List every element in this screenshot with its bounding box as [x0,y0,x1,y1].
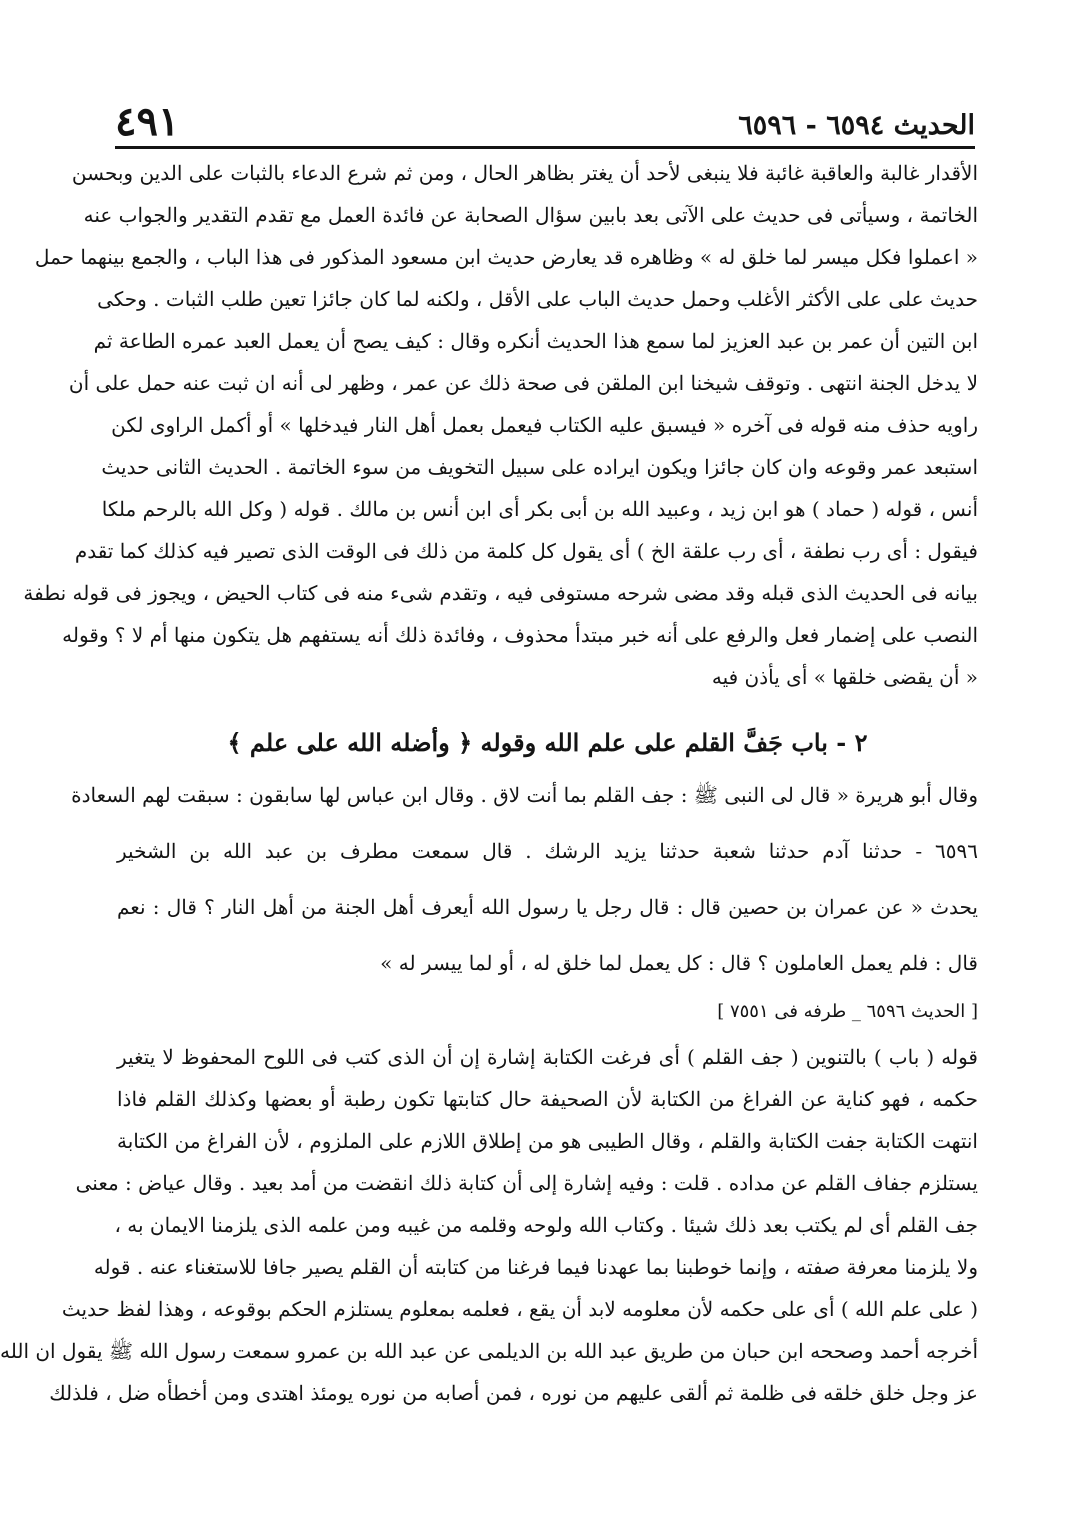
header-rule [115,146,975,149]
running-title: الحديث ٦٥٩٤ - ٦٥٩٦ [738,110,975,141]
page-number: ٤٩١ [115,98,180,145]
text-line: استبعد عمر وقوعه وان كان جائزا ويكون ايراده على سبيل التخويف من سوء الخاتمة . الحديث الثانى حديث [101,455,978,479]
chapter-heading: ٢ - باب جَفَّ القلم على علم الله وقوله ﴿ وأضله الله على علم ﴾ [227,728,868,757]
text-line: ابن التين أن عمر بن عبد العزيز لما سمع هذا الحديث أنكره وقال : كيف يصح أن يعمل العبد عمره الطاعة ثم [93,329,978,353]
text-line: « اعملوا فكل ميسر لما خلق له » وظاهره قد يعارض حديث ابن مسعود المذكور فى هذا الباب ، والجمع بينهما حمل [34,245,978,269]
hadith-matn-end: قال : فلم يعمل العاملون ؟ قال : كل يعمل لما خلق له ، أو لما ييسر له » [380,951,978,975]
text-line: الخاتمة ، وسيأتى فى حديث على الآتى بعد بابين سؤال الصحابة عن فائدة العمل مع تقدم التقدير والجواب عنه [83,203,978,227]
commentary-line: جف القلم أى لم يكتب بعد ذلك شيئا . وكتاب الله ولوحه وقلمه من غيبه ومن علمه الذى يلزمنا الايمان به ، [114,1213,978,1237]
text-line: فيقول : أى رب نطفة ، أى رب علقة الخ ) أى يقول كل كلمة من ذلك فى الوقت الذى تصير فيه كذلك كما تقدم [74,539,978,563]
commentary-line: يستلزم جفاف القلم عن مداده . قلت : وفيه إشارة إلى أن كتابة ذلك انقضت من أمد بعيد . وقال عياض : معنى [75,1171,978,1195]
text-line: راويه حذف منه قوله فى آخره « فيسبق عليه الكتاب فيعمل بعمل أهل النار فيدخلها » أو أكمل الراوى لكن [111,413,978,437]
text-line: أنس ، قوله ( حماد ) هو ابن زيد ، وعبيد الله بن أبى بكر أى ابن أنس بن مالك . قوله ( وكل الله بالرحم ملكا [101,497,978,521]
chapter-text-line: وقال أبو هريرة « قال لى النبى ﷺ : جف القلم بما أنت لاق . وقال ابن عباس لها سابقون : سبقت لهم السعادة [71,783,978,807]
text-line: بيانه فى الحديث الذى قبله وقد مضى شرحه مستوفى فيه ، وتقدم شىء منه فى كتاب الحيض ، ويجوز فى قوله نطفة [23,581,978,605]
commentary-line: أخرجه أحمد وصححه ابن حبان من طريق عبد الله بن الديلمى عن عبد الله بن عمرو سمعت رسول الله ﷺ يقول ان الله [0,1339,978,1363]
text-line: النصب على إضمار فعل والرفع على أنه خبر مبتدأ محذوف ، وفائدة ذلك أنه يستفهم هل يتكون منها أم لا ؟ وقوله [62,623,978,647]
text-line: الأقدار غالبة والعاقبة غائبة فلا ينبغى لأحد أن يغتر بظاهر الحال ، ومن ثم شرع الدعاء بالثبات على الدين وبحسن [71,161,978,185]
commentary-line: قوله ( باب ) بالتنوين ( جف القلم ) أى فرغت الكتابة إشارة إن أن الذى كتب فى اللوح المحفوظ لا يتغير [117,1045,978,1069]
commentary-line: عز وجل خلق خلقه فى ظلمة ثم ألقى عليهم من نوره ، فمن أصابه من نوره يومئذ اهتدى ومن أخطأه ضل ، فلذلك [49,1381,978,1405]
text-line: حديث على على الأكثر الأغلب وحمل حديث الباب على الأقل ، ولكنه لما كان جائزا تعين طلب الثبات . وحكى [97,287,978,311]
text-line-end: « أن يقضى خلقها » أى يأذن فيه [711,665,978,689]
page-header [115,88,975,146]
hadith-cross-reference: [ الحديث ٦٥٩٦ _ طرفه فى ٧٥٥١ ] [717,1001,978,1022]
commentary-line: ( على علم الله ) أى على حكمه لأن معلومه لابد أن يقع ، فعلمه بمعلوم يستلزم الحكم بوقوعه ، وهذا لفظ حديث [61,1297,978,1321]
text-line: لا يدخل الجنة انتهى . وتوقف شيخنا ابن الملقن فى صحة ذلك عن عمر ، وظهر لى أنه ان ثبت عنه حمل على أن [68,371,978,395]
commentary-line: انتهت الكتابة جفت الكتابة والقلم ، وقال الطيبى هو من إطلاق اللازم على الملزوم ، لأن الفراغ من الكتابة [117,1129,978,1153]
commentary-line: ولا يلزمنا معرفة صفته ، وإنما خوطبنا بما عهدنا فيما فرغنا من كتابته أن القلم يصير جافا للاستغناء عنه . قوله [93,1255,978,1279]
hadith-isnad-line: ٦٥٩٦ - حدثنا آدم حدثنا شعبة حدثنا يزيد الرشك . قال سمعت مطرف بن عبد الله بن الشخير [117,839,979,863]
commentary-line: حكمه ، فهو كناية عن الفراغ من الكتابة لأن الصحيفة حال كتابتها تكون رطبة أو بعضها وكذلك القلم فاذا [117,1087,978,1111]
hadith-matn-line: يحدث « عن عمران بن حصين قال : قال رجل يا رسول الله أيعرف أهل الجنة من أهل النار ؟ قال : نعم [117,895,978,919]
